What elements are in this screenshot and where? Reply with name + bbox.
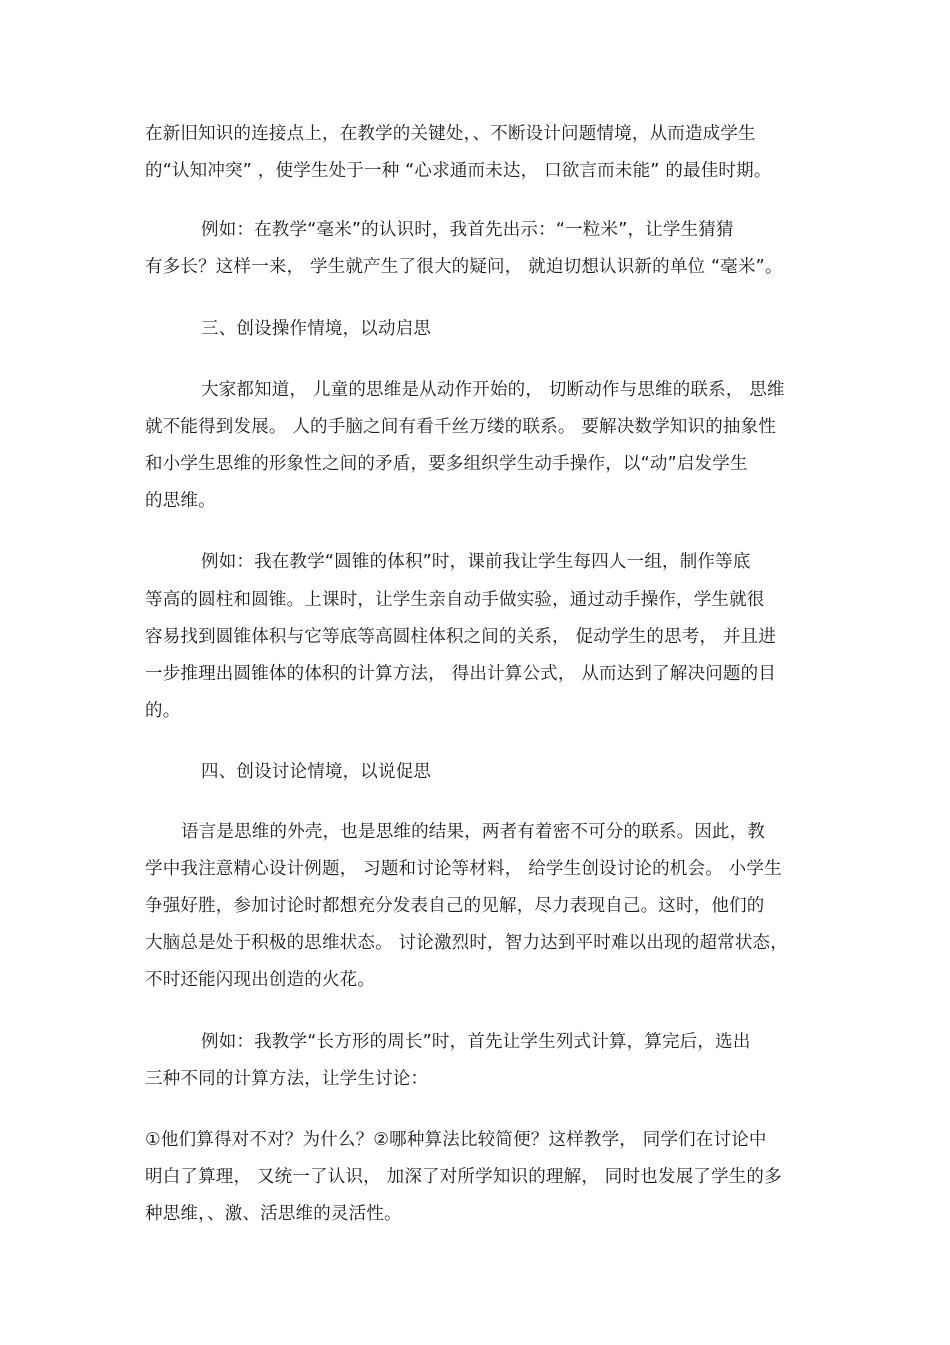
paragraph-line: 例如：我在教学“圆锥的体积”时，课前我让学生每四人一组，制作等底 bbox=[201, 552, 751, 572]
paragraph-line: 容易找到圆锥体积与它等底等高圆柱体积之间的关系， 促动学生的思考， 并且进 bbox=[145, 627, 777, 647]
paragraph-line: 在新旧知识的连接点上，在教学的关键处，、不断设计问题情境，从而造成学生 bbox=[145, 124, 756, 144]
paragraph-line: 三种不同的计算方法，让学生讨论： bbox=[145, 1069, 429, 1089]
paragraph-line: 大脑总是处于积极的思维状态。 讨论激烈时，智力达到平时难以出现的超常状态， bbox=[145, 933, 788, 953]
paragraph-line: 明白了算理， 又统一了认识， 加深了对所学知识的理解， 同时也发展了学生的多 bbox=[145, 1167, 782, 1187]
paragraph-line: 的。 bbox=[145, 701, 181, 721]
section-heading: 四、创设讨论情境，以说促思 bbox=[201, 762, 432, 782]
paragraph-line: 大家都知道， 儿童的思维是从动作开始的， 切断动作与思维的联系， 思维 bbox=[201, 380, 785, 400]
paragraph-line: 争强好胜，参加讨论时都想充分发表自己的见解，尽力表现自己。这时，他们的 bbox=[145, 896, 765, 916]
section-heading: 三、创设操作情境，以动启思 bbox=[201, 319, 432, 339]
paragraph-line: 的“认知冲突” ，使学生处于一种 “心求通而未达， 口欲言而未能” 的最佳时期。 bbox=[145, 161, 772, 181]
paragraph-line: 例如：我教学“长方形的周长”时，首先让学生列式计算，算完后，选出 bbox=[201, 1032, 751, 1052]
paragraph-line: 语言是思维的外壳，也是思维的结果，两者有着密不可分的联系。因此，教 bbox=[181, 822, 766, 842]
paragraph-line: 等高的圆柱和圆锥。上课时，让学生亲自动手做实验，通过动手操作，学生就很 bbox=[145, 590, 765, 610]
paragraph-line: 有多长？这样一来， 学生就产生了很大的疑问， 就迫切想认识新的单位 “毫米”。 bbox=[145, 257, 783, 277]
paragraph-line: 学中我注意精心设计例题， 习题和讨论等材料， 给学生创设讨论的机会。 小学生 bbox=[145, 859, 782, 879]
paragraph-line: 和小学生思维的形象性之间的矛盾，要多组织学生动手操作，以“动”启发学生 bbox=[145, 454, 748, 474]
paragraph-line: 种思维，、激、活思维的灵活性。 bbox=[145, 1204, 402, 1224]
paragraph-line: 例如：在教学“毫米”的认识时，我首先出示：“一粒米”，让学生猜猜 bbox=[201, 220, 734, 240]
paragraph-line: 不时还能闪现出创造的火花。 bbox=[145, 970, 376, 990]
paragraph-line: 就不能得到发展。 人的手脑之间有看千丝万缕的联系。 要解决数学知识的抽象性 bbox=[145, 417, 777, 437]
paragraph-line: 一步推理出圆锥体的体积的计算方法， 得出计算公式， 从而达到了解决问题的目 bbox=[145, 664, 777, 684]
paragraph-line: 的思维。 bbox=[145, 491, 216, 511]
paragraph-line: ①他们算得对不对？为什么？②哪种算法比较简便？这样教学， 同学们在讨论中 bbox=[145, 1130, 767, 1150]
